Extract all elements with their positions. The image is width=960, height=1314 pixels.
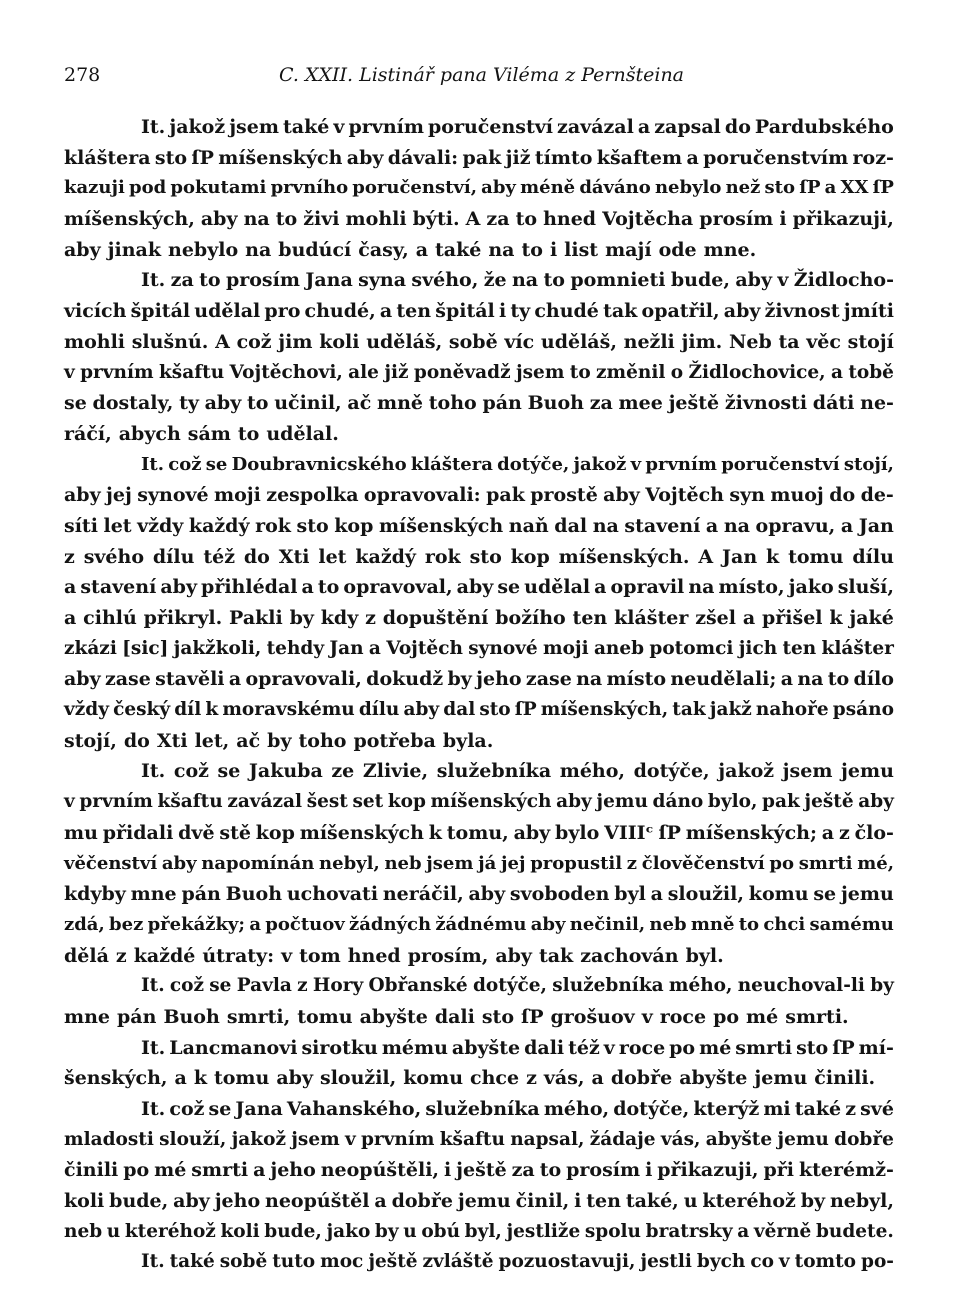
text-line: It. což se Jana Vahanského, služebníka mého, dotýče, kterýž mi také z své [141,1098,894,1120]
text-line: dělá z každé útraty: v tom hned prosím, aby tak zachován byl. [64,944,724,967]
page-header [64,58,894,92]
text-line: aby zase stavěli a opravovali, dokudž by jeho zase na místo neudělali; a na to dílo [64,668,894,691]
text-line: It. Lancmanovi sirotku mému abyšte dali též v roce po mé smrti sto ſP mí- [141,1036,894,1059]
text-line: kdyby mne pán Buoh uchovati neráčil, aby svoboden byl a sloužil, komu se jemu [64,883,894,906]
text-line: vicích špitál udělal pro chudé, a ten špitál i ty chudé tak opatřil, aby živnost jmíti [64,300,894,323]
text-line: a stavení aby přihlédal a to opravoval, aby se udělal a opravil na místo, jako sluší, [64,576,894,599]
text-line: kláštera sto ſP míšenských aby dávali: pak již tímto kšaftem a poručenstvím roz- [64,146,894,169]
text-line: stojí, do Xti let, ač by toho potřeba byla. [64,729,494,752]
text-line: zkázi [sic] jakžkoli, tehdy Jan a Vojtěch synové moji aneb potomci jich ten klášter [64,637,894,659]
text-line: se dostaly, ty aby to učinil, ač mně toho pán Buoh za mee ještě živnosti dáti ne- [64,392,894,415]
text-line: věčenství aby napomínán nebyl, neb jsem já jej propustil z člověčenství po smrti mé, [64,852,894,874]
text-line: a cihlú přikryl. Pakli by kdy z dopuštění božího ten klášter zšel a přišel k jaké [64,607,894,629]
text-line: aby jej synové moji zespolka opravovali: pak prostě aby Vojtěch syn muoj do de- [64,484,894,507]
text-line: vždy český díl k moravskému dílu aby dal sto ſP míšenských, tak jakž nahoře psáno [64,699,894,721]
document-body [64,112,894,1278]
text-line: It. což se Doubravnicského kláštera dotýče, jakož v prvním poručenství stojí, [141,453,894,475]
text-line: kazuji pod pokutami prvního poručenství, aby méně dáváno nebylo než sto ſP a XX ſP [64,177,894,199]
text-line: mladosti slouží, jakož jsem v prvním kšaftu napsal, žádaje vás, abyšte jemu dobře [64,1128,894,1150]
text-line: v prvním kšaftu Vojtěchovi, ale již poněvadž jsem to změnil o Židlochovice, a tobě [64,361,894,383]
text-line: mu přidali dvě stě kop míšenských k tomu, aby bylo VIIIᶜ ſP míšenských; a z člo- [64,821,894,844]
page-number: 278 [64,64,101,86]
text-line: It. jakož jsem také v prvním poručenství zavázal a zapsal do Pardubského [141,116,894,138]
text-line: zdá, bez překážky; a počtuov žádných žádnému aby nečinil, neb mně to chci samému [64,913,894,935]
text-line: ráčí, abych sám to udělal. [64,422,339,445]
text-line: It. což se Pavla z Hory Obřanské dotýče, služebníka mého, neuchoval-li by [141,975,894,997]
text-line: It. za to prosím Jana syna svého, že na to pomnieti bude, aby v Židlocho- [141,269,894,292]
text-line: mne pán Buoh smrti, tomu abyšte dali sto ſP grošuov v roce po mé smrti. [64,1005,849,1028]
text-line: It. také sobě tuto moc ještě zvláště pozuostavuji, jestli bych co v tomto po- [141,1251,894,1273]
text-line: síti let vždy každý rok sto kop míšenských naň dal na stavení a na opravu, a Jan [64,514,894,537]
text-line: činili po mé smrti a jeho neopúštěli, i ještě za to prosím i přikazuji, při kterémž- [64,1159,894,1182]
text-line: míšenských, aby na to živi mohli býti. A za to hned Vojtěcha prosím i přikazuji, [64,208,894,231]
text-line: koli bude, aby jeho neopúštěl a dobře jemu činil, i ten také, u kteréhož by nebyl, [64,1190,894,1213]
text-line: v prvním kšaftu zavázal šest set kop míšenských aby jemu dáno bylo, pak ještě aby [64,791,894,813]
text-line: z svého dílu též do Xti let každý rok sto kop míšenských. A Jan k tomu dílu [64,545,894,568]
page [64,58,894,1278]
text-line: mohli slušnú. A což jim koli uděláš, sobě víc uděláš, nežli jim. Neb ta věc stojí [64,330,894,353]
running-head: C. XXII. Listinář pana Viléma z Pernšteina [279,64,685,86]
text-line: It. což se Jakuba ze Zlivie, služebníka mého, dotýče, jakož jsem jemu [141,760,894,783]
text-line: aby jinak nebylo na budúcí časy, a také na to i list mají ode mne. [64,238,757,261]
text-line: šenských, a k tomu aby sloužil, komu chce z vás, a dobře abyšte jemu činili. [64,1067,876,1090]
text-line: neb u kteréhož koli bude, jako by u obú byl, jestliže spolu bratrsky a věrně budete. [64,1220,894,1242]
